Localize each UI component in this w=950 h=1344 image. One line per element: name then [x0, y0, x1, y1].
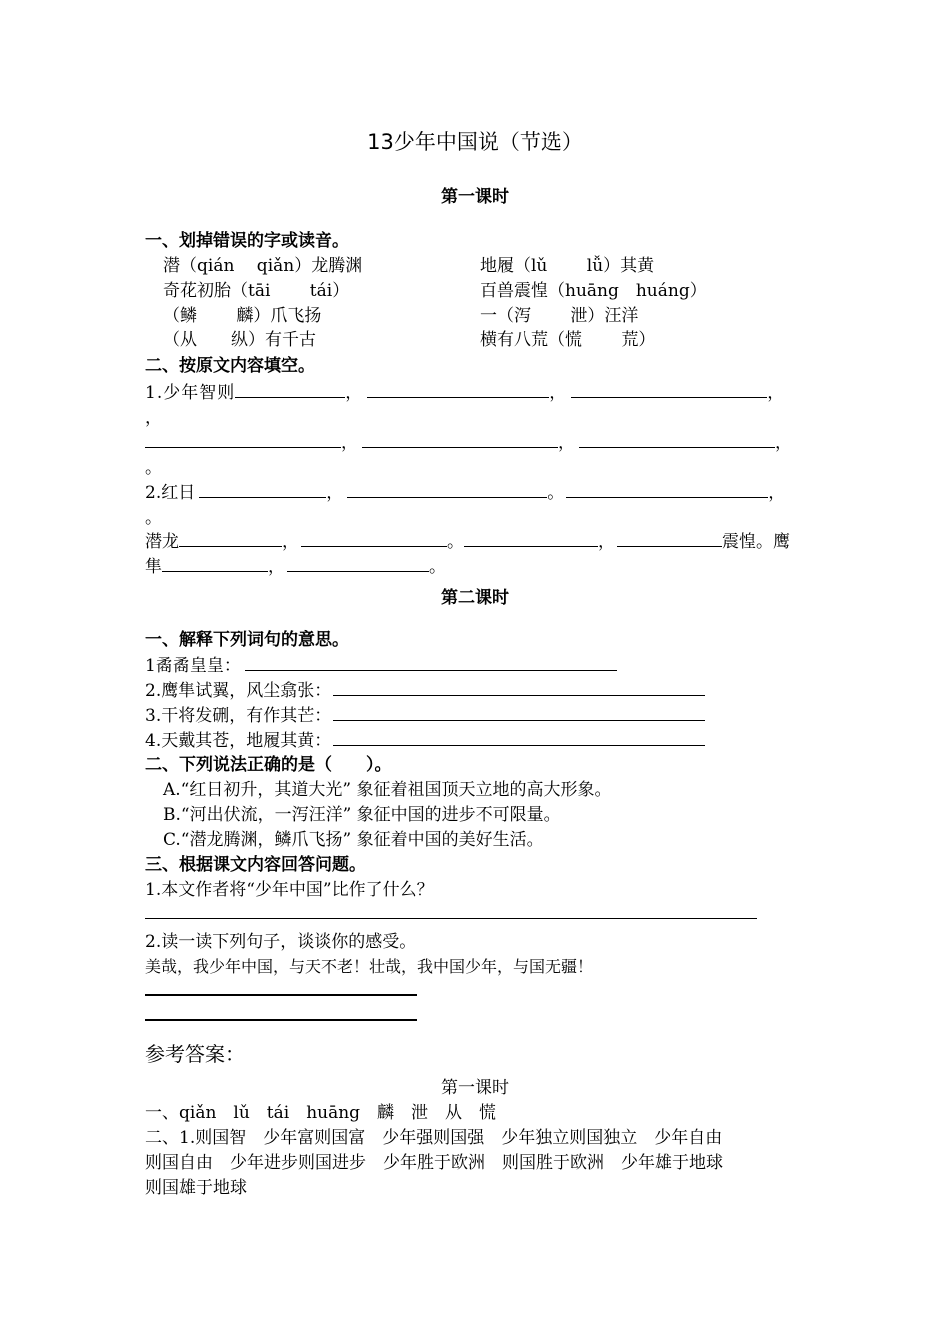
blank[interactable]	[367, 380, 549, 398]
fill-q4-prefix: 隼	[145, 557, 162, 577]
l1-sec2-heading: 二、按原文内容填空。	[145, 356, 315, 376]
blank[interactable]	[347, 480, 547, 498]
fill-q2	[145, 480, 785, 505]
answer-line-3: 则国自由 少年进步则国进步 少年胜于欧洲 则国胜于欧洲 少年雄于地球	[145, 1153, 723, 1173]
comma: ，	[767, 383, 786, 403]
explain-item	[145, 678, 705, 703]
explain-label: 2.鹰隼试翼，风尘翕张：	[145, 681, 332, 701]
answers-heading: 参考答案：	[145, 1042, 245, 1066]
option-c[interactable]: C.“潜龙腾渊，鳞爪飞扬” 象征着中国的美好生活。	[163, 830, 544, 850]
blank[interactable]	[617, 529, 722, 547]
option-b[interactable]: B.“河出伏流，一泻汪洋” 象征中国的进步不可限量。	[163, 805, 561, 825]
blank[interactable]	[179, 529, 282, 547]
answer-line[interactable]	[145, 994, 417, 996]
fill-q1-prefix: 1.少年智则	[145, 383, 236, 403]
fill-q2-prefix: 2.红日	[145, 483, 196, 503]
comma: ，	[341, 433, 358, 453]
fill-q4	[145, 554, 446, 579]
period-wrap: 。	[145, 458, 162, 478]
answer-blank[interactable]	[333, 678, 705, 696]
answer-line-1: 一、qiǎn lǔ tái huāng 麟 泄 从 慌	[145, 1103, 497, 1123]
lesson2-heading: 第二课时	[441, 588, 509, 608]
fill-q3	[145, 529, 790, 554]
l1-item: （从 纵）有千古	[163, 330, 316, 350]
blank[interactable]	[287, 554, 429, 572]
blank[interactable]	[464, 529, 598, 547]
comma: ，	[345, 383, 364, 403]
comma: ，	[282, 532, 299, 552]
question-2: 2.读一读下列句子，谈谈你的感受。	[145, 932, 417, 952]
quote-text: 美哉，我少年中国，与天不老！壮哉，我中国少年，与国无疆！	[145, 957, 594, 976]
explain-label: 4.天戴其苍，地履其黄：	[145, 731, 332, 751]
lesson1-heading: 第一课时	[441, 187, 509, 207]
comma: ，	[768, 483, 786, 503]
blank[interactable]	[362, 430, 558, 448]
fill-q3-mid: 震惶。鹰	[722, 532, 790, 552]
explain-label: 3.干将发硎，有作其芒：	[145, 706, 332, 726]
comma: ，	[549, 383, 568, 403]
answer-blank[interactable]	[333, 703, 705, 721]
l1-item: 横有八荒（慌 荒）	[480, 330, 656, 350]
comma-wrap: ，	[145, 408, 162, 428]
l1-item: 百兽震惶（huāng huáng）	[480, 281, 707, 301]
answer-line-4: 则国雄于地球	[145, 1178, 247, 1198]
comma: ，	[775, 433, 792, 453]
comma: ，	[326, 483, 344, 503]
blank[interactable]	[235, 380, 345, 398]
l2-sec3-heading: 三、根据课文内容回答问题。	[145, 855, 366, 875]
period-wrap: 。	[145, 508, 162, 528]
blank[interactable]	[571, 380, 767, 398]
page-title: 13少年中国说（节选）	[367, 130, 583, 154]
answer-line-2: 二、1.则国智 少年富则国富 少年强则国强 少年独立则国独立 少年自由	[145, 1128, 723, 1148]
l1-item: 地履（lǔ lǚ）其黄	[480, 256, 655, 276]
l2-sec1-heading: 一、解释下列词句的意思。	[145, 630, 349, 650]
fill-row	[145, 430, 792, 455]
answers-lesson1-heading: 第一课时	[441, 1078, 509, 1098]
l1-sec1-heading: 一、划掉错误的字或读音。	[145, 231, 349, 251]
answer-line[interactable]	[145, 1019, 417, 1021]
answer-blank[interactable]	[333, 728, 705, 746]
blank[interactable]	[162, 554, 268, 572]
blank[interactable]	[566, 480, 768, 498]
comma: ，	[598, 532, 615, 552]
period: 。	[547, 483, 565, 503]
explain-item	[145, 653, 617, 678]
blank[interactable]	[145, 430, 341, 448]
blank[interactable]	[301, 529, 447, 547]
period: 。	[429, 557, 446, 577]
fill-q3-prefix: 潜龙	[145, 532, 179, 552]
explain-item	[145, 703, 705, 728]
explain-label: 1矞矞皇皇：	[145, 656, 241, 676]
comma: ，	[558, 433, 575, 453]
l1-item: 奇花初胎（tāi tái）	[163, 281, 350, 301]
l1-item: 潜（qián qiǎn）龙腾渊	[163, 256, 363, 276]
blank[interactable]	[579, 430, 775, 448]
answer-line[interactable]	[145, 918, 757, 919]
period: 。	[447, 532, 464, 552]
blank[interactable]	[199, 480, 326, 498]
answer-blank[interactable]	[245, 653, 617, 671]
l2-sec2-heading: 二、下列说法正确的是（ ）。	[145, 755, 392, 775]
explain-item	[145, 728, 705, 753]
question-1: 1.本文作者将“少年中国”比作了什么？	[145, 880, 434, 900]
fill-q1	[145, 380, 785, 405]
comma: ，	[268, 557, 285, 577]
l1-item: 一（泻 泄）汪洋	[480, 306, 639, 326]
l1-item: （鳞 麟）爪飞扬	[163, 306, 322, 326]
option-a[interactable]: A.“红日初升，其道大光” 象征着祖国顶天立地的高大形象。	[163, 780, 612, 800]
